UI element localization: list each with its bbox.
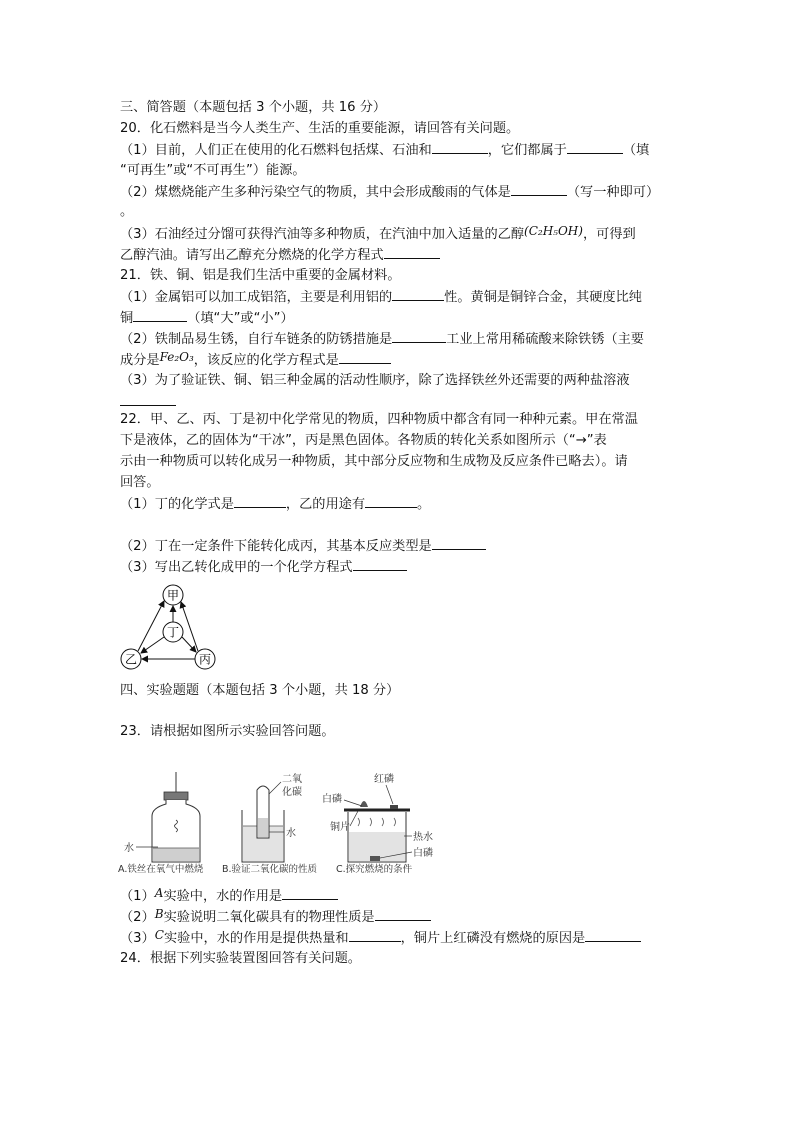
answer-blank[interactable] [432, 140, 488, 154]
label-water-a: 水 [124, 843, 134, 854]
label-co2-b: 化碳 [282, 787, 302, 798]
answer-blank[interactable] [432, 536, 486, 550]
answer-blank[interactable] [120, 392, 176, 406]
q20-p2a: （2）煤燃烧能产生多种污染空气的物质，其中会形成酸雨的气体是 [120, 185, 511, 200]
q23-stem: 23．请根据如图所示实验回答问题。 [120, 724, 335, 739]
q23-p1b: 实验中，水的作用是 [163, 889, 283, 904]
q22-stem4: 回答。 [120, 475, 160, 490]
answer-blank[interactable] [234, 494, 286, 508]
answer-blank[interactable] [375, 907, 431, 921]
answer-blank[interactable] [392, 329, 446, 343]
q23-p3c: ，铜片上红磷没有燃烧的原因是 [400, 931, 586, 946]
q23-part1 [120, 886, 338, 906]
q22-p1a: （1）丁的化学式是 [120, 497, 234, 512]
q24-stem: 24．根据下列实验装置图回答有关问题。 [120, 951, 361, 966]
answer-blank[interactable] [353, 557, 407, 571]
q20-part3-line2 [120, 245, 440, 265]
q21-part1-line2 [120, 308, 294, 328]
q21-p1a: （1）金属铝可以加工成铝箔，主要是利用铝的 [120, 290, 393, 305]
q22-p1c: 。 [417, 497, 431, 512]
q21-p1c: 铜 [120, 311, 134, 326]
answer-blank[interactable] [511, 182, 567, 196]
experiment-figure [118, 770, 438, 878]
q23-p2b: 实验说明二氧化碳具有的物理性质是 [163, 910, 375, 925]
q21-p2c: 成分是 [120, 353, 160, 368]
q22-stem1: 22．甲、乙、丙、丁是初中化学常见的物质，四种物质中都含有同一种种元素。甲在常温 [120, 412, 638, 427]
answer-blank[interactable] [392, 287, 444, 301]
node-yi-label: 乙 [124, 652, 138, 667]
section4-heading: 四、实验题题（本题包括 3 个小题，共 18 分） [120, 683, 400, 698]
q21-p1b: 性。黄铜是铜锌合金，其硬度比纯 [444, 290, 642, 305]
answer-blank[interactable] [384, 245, 440, 259]
q22-stem2: 下是液体，乙的固体为“干冰”，丙是黑色固体。各物质的转化关系如图所示（“→”表 [120, 433, 607, 448]
q21-part3-line2 [120, 392, 176, 412]
q20-p1d: “可再生”或“不可再生”）能源。 [120, 163, 306, 178]
answer-blank[interactable] [585, 928, 641, 942]
q23-p1a: （1） [120, 889, 155, 904]
answer-blank[interactable] [282, 886, 338, 900]
label-white-p-bottom: 白磷 [413, 848, 433, 859]
q20-p3b: ，可得到 [582, 227, 636, 242]
caption-a: A.铁丝在氧气中燃烧 [118, 864, 204, 875]
caption-c: C.探究燃烧的条件 [336, 864, 413, 875]
answer-blank[interactable] [133, 308, 187, 322]
q20-part1-line1 [120, 140, 649, 160]
label-water-b: 水 [286, 828, 296, 839]
q20-p1b: ，它们都属于 [487, 143, 567, 158]
rust-formula: Fe₂O₃ [159, 350, 194, 364]
q21-part2-line1 [120, 329, 644, 349]
node-bing-label: 丙 [198, 652, 212, 667]
q20-part2-line1 [120, 182, 659, 202]
label-red-p: 红磷 [374, 774, 394, 785]
q20-p3a: （3）石油经过分馏可获得汽油等多种物质，在汽油中加入适量的乙醇 [120, 227, 525, 242]
var-b: B [154, 907, 164, 921]
q20-stem: 20．化石燃料是当今人类生产、生活的重要能源，请回答有关问题。 [120, 121, 520, 136]
q21-p2b: 工业上常用稀硫酸来除铁锈（主要 [446, 332, 644, 347]
q23-p3b: 实验中，水的作用是提供热量和 [163, 931, 349, 946]
apparatus-a [124, 772, 200, 862]
apparatus-c [322, 772, 433, 862]
node-jia-label: 甲 [166, 588, 180, 603]
arrow-yi-to-jia [138, 601, 164, 651]
q20-p1c: （填 [622, 143, 650, 158]
section3-heading: 三、简答题（本题包括 3 个小题，共 16 分） [120, 100, 387, 115]
q22-p3: （3）写出乙转化成甲的一个化学方程式 [120, 560, 353, 575]
q21-part2-line2 [120, 350, 391, 370]
var-c: C [154, 928, 164, 942]
q20-p3c: 乙醇汽油。请写出乙醇充分燃烧的化学方程式 [120, 248, 384, 263]
q22-stem3: 示由一种物质可以转化成另一种物质，其中部分反应物和生成物及反应条件已略去）。请 [120, 454, 628, 469]
q22-p1b: ，乙的用途有 [285, 497, 366, 512]
ethanol-formula: (C₂H₅OH) [524, 224, 583, 238]
q20-p2c: 。 [120, 204, 134, 219]
q22-part1 [120, 494, 430, 514]
q22-part2 [120, 536, 486, 556]
q21-p2d: ，该反应的化学方程式是 [193, 353, 339, 368]
q20-p2b: （写一种即可） [566, 185, 660, 200]
label-hot-water: 热水 [413, 832, 433, 843]
q21-part1-line1 [120, 287, 642, 307]
q20-p1a: （1）目前，人们正在使用的化石燃料包括煤、石油和 [120, 143, 432, 158]
label-co2-a: 二氧 [282, 774, 302, 785]
var-a: A [154, 886, 164, 900]
q22-p2: （2）丁在一定条件下能转化成丙，其基本反应类型是 [120, 539, 432, 554]
apparatus-b [242, 772, 302, 862]
q21-p3: （3）为了验证铁、铜、铝三种金属的活动性顺序，除了选择铁丝外还需要的两种盐溶液 [120, 373, 630, 388]
answer-blank[interactable] [349, 928, 401, 942]
caption-b: B.验证二氧化碳的性质 [222, 864, 318, 875]
node-ding-label: 丁 [166, 625, 180, 640]
q23-part3 [120, 928, 641, 948]
q20-part3-line1 [120, 225, 636, 244]
q21-stem: 21．铁、铜、铝是我们生活中重要的金属材料。 [120, 268, 401, 283]
q23-part2 [120, 907, 431, 927]
answer-blank[interactable] [339, 350, 391, 364]
q21-p2a: （2）铁制品易生锈，自行车链条的防锈措施是 [120, 332, 393, 347]
q22-part3 [120, 557, 407, 577]
q23-p3a: （3） [120, 931, 155, 946]
label-copper: 铜片 [330, 822, 350, 833]
answer-blank[interactable] [365, 494, 417, 508]
q21-p1d: （填“大”或“小”） [187, 311, 294, 326]
label-white-p-top: 白磷 [322, 794, 342, 805]
answer-blank[interactable] [567, 140, 623, 154]
conversion-diagram [116, 580, 226, 672]
arrow-bing-to-jia [181, 602, 198, 651]
q23-p2a: （2） [120, 910, 155, 925]
